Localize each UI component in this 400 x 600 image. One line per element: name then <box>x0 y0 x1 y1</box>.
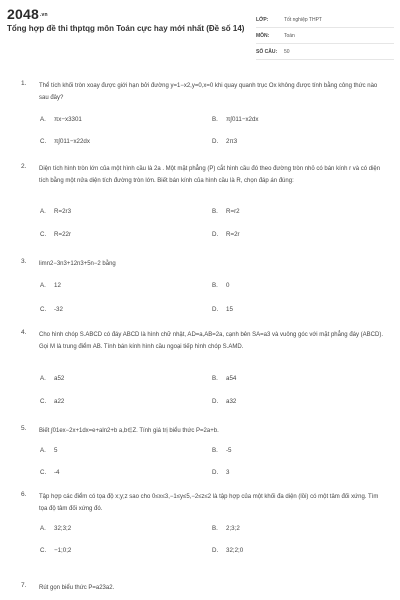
option-text: a52 <box>54 375 65 382</box>
option-letter: B. <box>212 447 218 454</box>
option-c[interactable] <box>40 138 90 145</box>
option-letter: B. <box>212 525 218 532</box>
option-letter: B. <box>212 375 218 382</box>
option-text: π∫011−x22dx <box>54 138 90 145</box>
option-c[interactable] <box>40 398 64 405</box>
option-text: 32;3;2 <box>54 525 72 532</box>
option-text: a54 <box>226 375 237 382</box>
option-letter: D. <box>212 398 219 405</box>
option-letter: D. <box>212 138 219 145</box>
option-c[interactable] <box>40 469 60 476</box>
option-letter: B. <box>212 282 218 289</box>
question-number: 6. <box>21 491 27 498</box>
option-text: -4 <box>54 469 60 476</box>
option-letter: C. <box>40 306 47 313</box>
option-text: R=2r <box>226 231 240 238</box>
option-text: 5 <box>54 447 58 454</box>
meta-value: 50 <box>284 48 290 55</box>
option-text: R=22r <box>54 231 72 238</box>
site-logo[interactable] <box>7 6 48 22</box>
option-letter: A. <box>40 282 46 289</box>
question-text: Diện tích hình tròn lớn của một hình cầu là 2a . Một mặt phẳng (P) cắt hình cầu đó theo đường tròn nhỏ có bán kính r và có diện tích bằng một nửa diện tích đường tròn lớn. Biết bán kính của hình cầu là R, chọn đáp án đúng: <box>39 166 381 184</box>
option-text: -32 <box>54 306 63 313</box>
option-a[interactable] <box>40 282 61 289</box>
option-b[interactable] <box>212 208 240 215</box>
option-text: R=2r3 <box>54 208 72 215</box>
option-letter: C. <box>40 138 47 145</box>
question-text: Tập hợp các điểm có tọa độ x;y;z sao cho 0≤x≤3,−1≤y≤5,−2≤z≤2 là tập hợp của một khối đa diện (lồi) có một tâm đối xứng. Tìm tọa độ tâm đối xứng đó. <box>39 494 379 512</box>
option-d[interactable] <box>212 231 240 238</box>
option-text: -5 <box>226 447 232 454</box>
option-text: 3 <box>226 469 230 476</box>
option-letter: A. <box>40 116 46 123</box>
option-letter: D. <box>212 469 219 476</box>
meta-label: LỚP: <box>256 16 269 23</box>
option-b[interactable] <box>212 447 232 454</box>
option-letter: B. <box>212 116 218 123</box>
question-text: limn2−3n3+12n3+5n−2 bằng <box>39 261 116 267</box>
meta-label: MÔN: <box>256 32 270 39</box>
option-a[interactable] <box>40 447 57 454</box>
option-a[interactable] <box>40 208 71 215</box>
option-letter: A. <box>40 525 46 532</box>
option-text: 12 <box>54 282 61 289</box>
option-a[interactable] <box>40 375 64 382</box>
question-number: 1. <box>21 80 27 87</box>
question-text: Biết ∫01ex−2x+1dx=e+aln2+b a,b∈Z. Tính giá trị biểu thức P=2a+b. <box>39 428 219 434</box>
option-a[interactable] <box>40 116 82 123</box>
question-text: Thể tích khối tròn xoay được giới hạn bởi đường y=1−x2,y=0,x=0 khi quay quanh trục Ox không được tính bằng công thức nào sau đây? <box>39 83 378 101</box>
option-letter: A. <box>40 447 46 454</box>
meta-row-subject <box>256 28 394 44</box>
logo-suffix: .vn <box>39 12 48 19</box>
option-letter: A. <box>40 208 46 215</box>
option-text: a22 <box>54 398 65 405</box>
meta-value: Toán <box>284 32 295 39</box>
document-meta <box>256 12 394 60</box>
meta-label: SỐ CÂU: <box>256 48 278 55</box>
option-b[interactable] <box>212 375 236 382</box>
question-number: 2. <box>21 163 27 170</box>
option-letter: D. <box>212 547 219 554</box>
question-text: Cho hình chóp S.ABCD có đáy ABCD là hình chữ nhật, AD=a,AB=2a, cạnh bên SA=a3 và vuông góc với mặt phẳng đáy (ABCD). Gọi M là trung điểm AB. Tính bán kính hình cầu ngoại tiếp hình chóp S.AMD. <box>39 332 383 350</box>
option-text: 0 <box>226 282 230 289</box>
option-text: πx−x3301 <box>54 116 82 123</box>
option-letter: D. <box>212 306 219 313</box>
option-d[interactable] <box>212 469 229 476</box>
option-letter: C. <box>40 547 47 554</box>
page-header <box>0 0 400 60</box>
option-c[interactable] <box>40 547 71 554</box>
document-title: Tổng hợp đề thi thptqg môn Toán cực hay mới nhất (Đề số 14) <box>7 24 245 33</box>
option-d[interactable] <box>212 306 233 313</box>
option-letter: C. <box>40 398 47 405</box>
option-letter: C. <box>40 469 47 476</box>
option-text: a32 <box>226 398 237 405</box>
question-text: Rút gọn biểu thức P=a23a2. <box>39 585 115 591</box>
question-number: 3. <box>21 258 27 265</box>
option-c[interactable] <box>40 306 63 313</box>
option-d[interactable] <box>212 138 237 145</box>
meta-row-count <box>256 44 394 60</box>
option-b[interactable] <box>212 525 240 532</box>
option-letter: D. <box>212 231 219 238</box>
option-d[interactable] <box>212 547 243 554</box>
question-number: 5. <box>21 425 27 432</box>
logo-main: 2048 <box>7 6 39 22</box>
option-text: R=r2 <box>226 208 240 215</box>
option-b[interactable] <box>212 282 229 289</box>
meta-value: Tốt nghiệp THPT <box>284 16 322 23</box>
option-letter: C. <box>40 231 47 238</box>
option-b[interactable] <box>212 116 259 123</box>
option-a[interactable] <box>40 525 71 532</box>
option-d[interactable] <box>212 398 236 405</box>
option-text: 2;3;2 <box>226 525 240 532</box>
question-number: 4. <box>21 329 27 336</box>
option-c[interactable] <box>40 231 71 238</box>
question-number: 7. <box>21 582 27 589</box>
option-text: 2π3 <box>226 138 238 145</box>
option-text: −1;0;2 <box>54 547 72 554</box>
option-text: 32;2;0 <box>226 547 244 554</box>
option-text: 15 <box>226 306 233 313</box>
meta-row-grade <box>256 12 394 28</box>
option-text: π∫011−x2dx <box>226 116 259 123</box>
option-letter: B. <box>212 208 218 215</box>
option-letter: A. <box>40 375 46 382</box>
